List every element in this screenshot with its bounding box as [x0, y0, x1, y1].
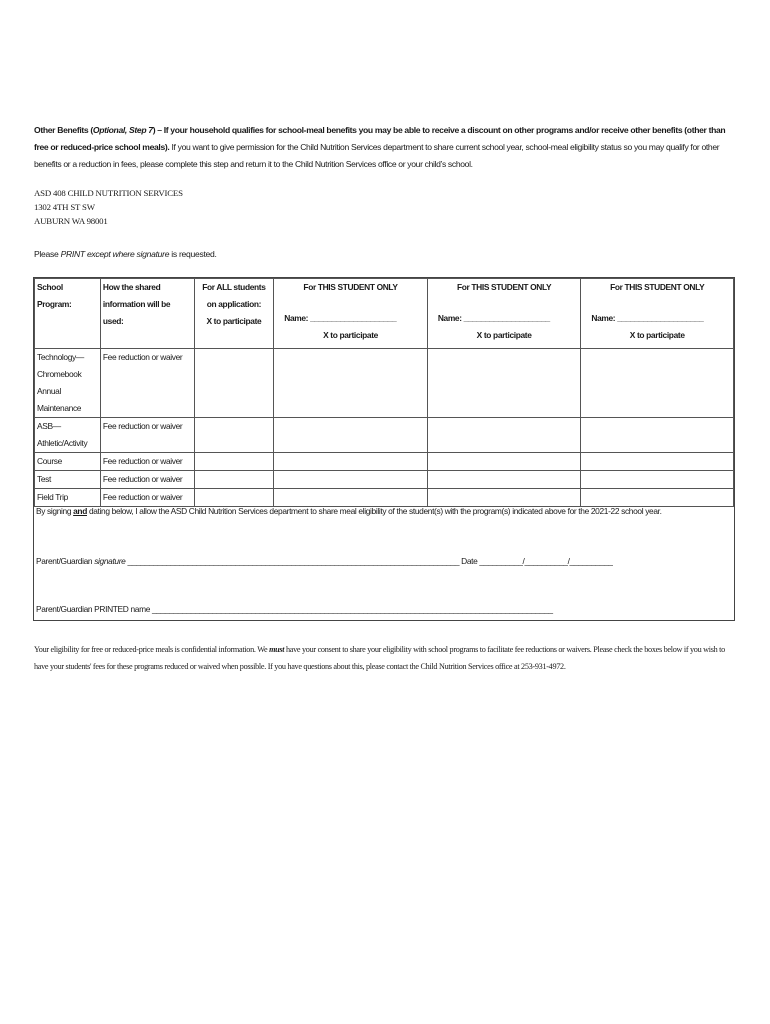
checkbox-all-students[interactable] [194, 471, 274, 489]
print-note-before: Please [34, 249, 61, 259]
table-header-row [35, 279, 734, 349]
student-3-name-field[interactable]: Name: ____________________ [591, 313, 704, 323]
checkbox-student-2[interactable] [427, 489, 581, 507]
footer-after: have your consent to share your eligibility with school programs to facilitate fee reductions or waivers. Please check the boxes below if you wish to have your students' fees for these programs reduced or waived when possible. If you have questions about this, please contact the Child Nutrition Services office at 253-931-4972. [34, 645, 725, 671]
student-1-name-field[interactable]: Name: ____________________ [284, 313, 397, 323]
program-name: Course [35, 453, 101, 471]
program-name: ASB—Athletic/Activity [35, 418, 101, 453]
table-row [35, 471, 734, 489]
footer-italic: must [269, 645, 285, 654]
checkbox-student-2[interactable] [427, 471, 581, 489]
consent-bold: and [73, 506, 87, 516]
checkbox-all-students[interactable] [194, 418, 274, 453]
printed-name-line[interactable]: _____________________________________________________________________________________________ [152, 604, 553, 614]
checkbox-student-1[interactable] [274, 489, 428, 507]
checkbox-student-1[interactable] [274, 453, 428, 471]
print-note-italic: PRINT except where signature [60, 249, 170, 259]
header-this-student-1: For THIS STUDENT ONLY Name: ____________________ X to participate [274, 279, 428, 349]
signature-italic: signature [94, 556, 126, 566]
checkbox-student-2[interactable] [427, 349, 581, 418]
signature-line[interactable]: _____________________________________________________________________________ [125, 556, 460, 566]
program-use: Fee reduction or waiver [100, 349, 194, 418]
intro-paragraph [34, 122, 734, 173]
program-name: Test [35, 471, 101, 489]
program-use: Fee reduction or waiver [100, 453, 194, 471]
benefits-form [33, 277, 735, 621]
consent-before: By signing [36, 506, 74, 516]
header-how-used: How the shared information will be used: [100, 279, 194, 349]
header-all-students: For ALL students on application: X to participate [194, 279, 274, 349]
checkbox-all-students[interactable] [194, 489, 274, 507]
checkbox-student-3[interactable] [581, 453, 734, 471]
program-name: Field Trip [35, 489, 101, 507]
program-use: Fee reduction or waiver [100, 471, 194, 489]
header-school-program: School Program: [35, 279, 101, 349]
consent-after: dating below, I allow the ASD Child Nutrition Services department to share meal eligibility of the student(s) with the program(s) indicated above for the 2021-22 school year. [86, 506, 662, 516]
address-line-2: 1302 4TH ST SW [34, 202, 95, 212]
signature-field[interactable] [36, 556, 613, 566]
checkbox-all-students[interactable] [194, 453, 274, 471]
consent-statement [36, 506, 662, 516]
intro-bold-rest: ) – If your household qualifies for school-meal benefits you may be able to receive a discount on other programs and/or receive other benefits (other than free or reduced-price school meals). [34, 125, 726, 152]
program-use: Fee reduction or waiver [100, 489, 194, 507]
checkbox-student-1[interactable] [274, 349, 428, 418]
table-row [35, 489, 734, 507]
mailing-address [34, 186, 183, 228]
program-name: Technology—Chromebook Annual Maintenance [35, 349, 101, 418]
header-this-student-2: For THIS STUDENT ONLY Name: ____________________ X to participate [427, 279, 581, 349]
print-instruction [34, 249, 217, 259]
checkbox-student-3[interactable] [581, 489, 734, 507]
intro-bold-start: Other Benefits ( [34, 125, 93, 135]
print-note-after: is requested. [169, 249, 217, 259]
checkbox-student-3[interactable] [581, 418, 734, 453]
checkbox-student-1[interactable] [274, 471, 428, 489]
printed-name-field[interactable] [36, 604, 553, 614]
header-this-student-3: For THIS STUDENT ONLY Name: ____________________ X to participate [581, 279, 734, 349]
date-field[interactable]: Date __________/__________/__________ [459, 556, 613, 566]
address-line-3: AUBURN WA 98001 [34, 216, 108, 226]
checkbox-student-2[interactable] [427, 453, 581, 471]
checkbox-student-2[interactable] [427, 418, 581, 453]
programs-table [34, 278, 734, 507]
checkbox-all-students[interactable] [194, 349, 274, 418]
printed-name-label: Parent/Guardian PRINTED name [36, 604, 152, 614]
checkbox-student-3[interactable] [581, 349, 734, 418]
signature-label: Parent/Guardian [36, 556, 95, 566]
intro-normal: If you want to give permission for the Child Nutrition Services department to share current school year, school-meal eligibility status so you may qualify for other benefits or a reduction in fees, please complete this step and return it to the Child Nutrition Services office or your child’s school. [34, 142, 720, 169]
footer-before: Your eligibility for free or reduced-price meals is confidential information. We [34, 645, 270, 654]
student-2-name-field[interactable]: Name: ____________________ [437, 313, 550, 323]
table-row [35, 418, 734, 453]
footer-paragraph [34, 641, 734, 675]
table-row [35, 453, 734, 471]
program-use: Fee reduction or waiver [100, 418, 194, 453]
address-line-1: ASD 408 CHILD NUTRITION SERVICES [34, 188, 183, 198]
checkbox-student-1[interactable] [274, 418, 428, 453]
intro-bold-italic: Optional, Step 7 [92, 125, 153, 135]
checkbox-student-3[interactable] [581, 471, 734, 489]
table-row [35, 349, 734, 418]
